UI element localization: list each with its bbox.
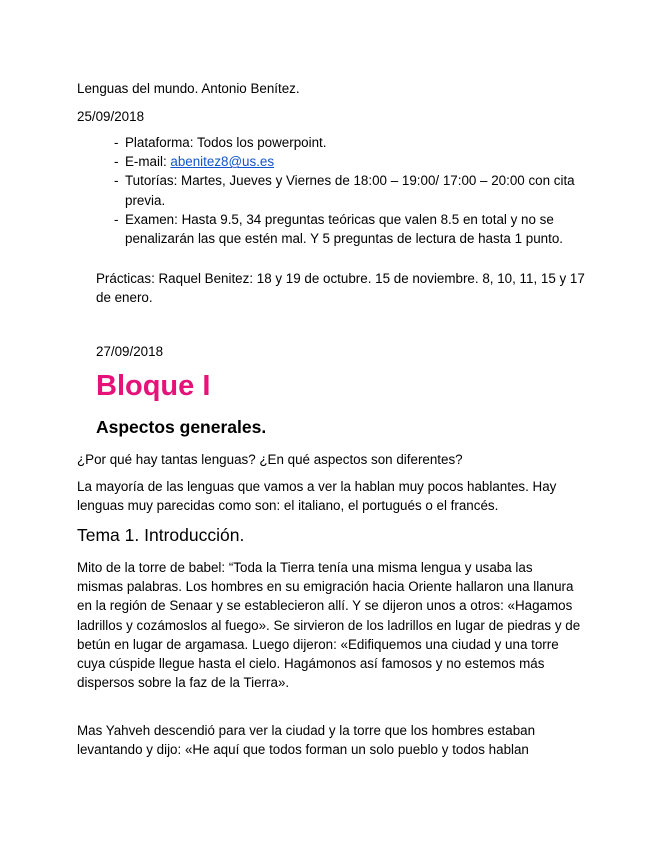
bloque-heading: Bloque I [96, 370, 211, 402]
date-25-09-2018: 25/09/2018 [77, 109, 145, 124]
dash-bullet: - [114, 135, 119, 150]
babel-paragraph: Mito de la torre de babel: “Toda la Tierra tenía una misma lengua y usaba las mismas palabras. Los hombres en su emigración hacia Oriente hallaron una llanura en la región de Senaar y se establecieron allí. Y se dijeron unos a otros: «Hagamos ladrillos y cozámoslos al fuego». Se sirvieron de los ladrillos en lugar de piedras y de betún en lugar de argamasa. Luego dijeron: «Edifiquemos una ciudad y una torre cuya cúspide llegue hasta el cielo. Hagámonos así famosos y no estemos más dispersos sobre la faz de la Tierra». [77, 560, 581, 691]
question-paragraph: ¿Por qué hay tantas lenguas? ¿En qué aspectos son diferentes? [77, 452, 463, 467]
list-item-plataforma [114, 133, 584, 152]
aspectos-heading: Aspectos generales. [96, 417, 267, 437]
list-item-text: Tutorías: Martes, Jueves y Viernes de 18:00 – 19:00/ 17:00 – 20:00 con cita previa. [125, 173, 575, 208]
list-item-examen [114, 210, 584, 248]
practicas-paragraph: Prácticas: Raquel Benitez: 18 y 19 de octubre. 15 de noviembre. 8, 10, 11, 15 y 17 de enero. [96, 271, 585, 306]
dash-bullet: - [114, 154, 119, 170]
list-item-tutorias [114, 171, 584, 209]
list-item-text: Examen: Hasta 9.5, 34 preguntas teóricas que valen 8.5 en total y no se penalizarán las que estén mal. Y 5 preguntas de lectura de hasta 1 punto. [125, 211, 563, 247]
email-link[interactable]: abenitez8@us.es [170, 154, 275, 170]
list-item-email [114, 152, 584, 171]
date-27-09-2018: 27/09/2018 [96, 344, 164, 359]
yahveh-paragraph: Mas Yahveh descendió para ver la ciudad y la torre que los hombres estaban levantando y dijo: «He aquí que todos forman un solo pueblo y todos hablan [77, 723, 536, 758]
document-title: Lenguas del mundo. Antonio Benítez. [77, 81, 300, 96]
email-label: E-mail: [125, 154, 171, 170]
dash-bullet: - [114, 211, 119, 227]
intro-paragraph: La mayoría de las lenguas que vamos a ver la hablan muy pocos hablantes. Hay lenguas muy parecidas como son: el italiano, el portugués o el francés. [77, 479, 557, 514]
tema-heading: Tema 1. Introducción. [77, 525, 245, 545]
dash-bullet: - [114, 173, 119, 189]
course-info-list [114, 133, 584, 248]
list-item-text: Plataforma: Todos los powerpoint. [125, 135, 327, 150]
